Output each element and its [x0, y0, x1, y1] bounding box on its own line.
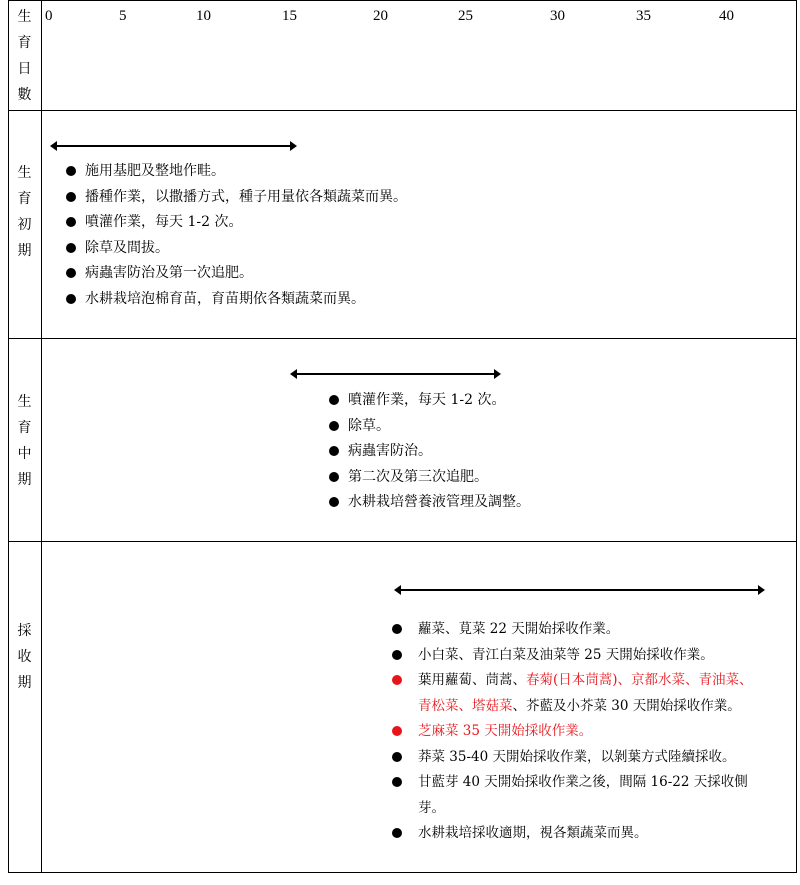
bullet-icon — [329, 497, 339, 507]
list-item: 芝麻菜 35 天開始採收作業。 — [392, 719, 753, 745]
growth-days-label: 生 育 日 數 — [17, 9, 32, 103]
red-bullet-icon — [392, 675, 402, 685]
list-item-continuation: 青松菜、塔菇菜、芥藍及小芥菜 30 天開始採收作業。 — [418, 697, 741, 714]
list-item: 蘿菜、莧菜 22 天開始採收作業。 — [392, 617, 753, 643]
row-divider-2 — [8, 338, 797, 339]
list-item: 水耕栽培採收適期，視各類蔬菜而異。 — [392, 821, 753, 847]
tick-35: 35 — [636, 8, 651, 24]
middle-stage-arrow — [296, 373, 495, 375]
list-item: 施用基肥及整地作畦。 — [66, 159, 407, 185]
tick-25: 25 — [458, 8, 473, 24]
list-item: 水耕栽培泡棉育苗，育苗期依各類蔬菜而異。 — [66, 287, 407, 313]
tick-20: 20 — [373, 8, 388, 24]
bullet-icon — [66, 166, 76, 176]
list-item-continuation: 芽。 — [418, 799, 445, 816]
tick-0: 0 — [45, 8, 53, 24]
label-column-divider — [41, 0, 42, 873]
list-item: 除草。 — [329, 414, 530, 440]
bullet-icon — [392, 828, 402, 838]
list-item: 除草及間拔。 — [66, 236, 407, 262]
list-item: 病蟲害防治及第一次追肥。 — [66, 261, 407, 287]
bullet-icon — [392, 650, 402, 660]
bullet-icon — [66, 268, 76, 278]
bullet-icon — [66, 192, 76, 202]
list-item: 水耕栽培營養液管理及調整。 — [329, 490, 530, 516]
bullet-icon — [66, 294, 76, 304]
middle-stage-tasks — [329, 388, 530, 516]
list-item: 第二次及第三次追肥。 — [329, 465, 530, 491]
early-stage-arrow — [56, 145, 291, 147]
bullet-icon — [329, 395, 339, 405]
tick-40: 40 — [719, 8, 734, 24]
middle-stage-label: 生 育 中 期 — [17, 394, 32, 488]
bullet-icon — [66, 217, 76, 227]
list-item: 莽菜 35-40 天開始採收作業，以剝葉方式陸續採收。 — [392, 745, 753, 771]
bullet-icon — [329, 446, 339, 456]
list-item: 小白菜、青江白菜及油菜等 25 天開始採收作業。 — [392, 643, 753, 669]
bullet-icon — [392, 624, 402, 634]
list-item: 噴灌作業，每天 1-2 次。 — [66, 210, 407, 236]
row-divider-3 — [8, 541, 797, 542]
harvest-stage-label: 採 收 期 — [17, 623, 32, 691]
bullet-icon — [392, 752, 402, 762]
harvest-stage-arrow — [400, 589, 759, 591]
tick-30: 30 — [550, 8, 565, 24]
tick-10: 10 — [196, 8, 211, 24]
list-item: 噴灌作業，每天 1-2 次。 — [329, 388, 530, 414]
list-item: 播種作業，以撒播方式，種子用量依各類蔬菜而異。 — [66, 185, 407, 211]
bullet-icon — [66, 243, 76, 253]
row-divider-1 — [8, 110, 797, 111]
tick-15: 15 — [282, 8, 297, 24]
early-stage-tasks — [66, 159, 407, 312]
bullet-icon — [329, 472, 339, 482]
list-item: 甘藍芽 40 天開始採收作業之後，間隔 16-22 天採收側 — [392, 770, 753, 796]
harvest-stage-tasks — [392, 617, 753, 847]
list-item: 病蟲害防治。 — [329, 439, 530, 465]
list-item: 葉用蘿蔔、茼蒿、春菊(日本茼蒿)、京都水菜、青油菜、 — [392, 668, 753, 694]
bullet-icon — [392, 777, 402, 787]
early-stage-label: 生 育 初 期 — [17, 165, 32, 259]
tick-5: 5 — [119, 8, 127, 24]
bullet-icon — [329, 421, 339, 431]
red-bullet-icon — [392, 726, 402, 736]
